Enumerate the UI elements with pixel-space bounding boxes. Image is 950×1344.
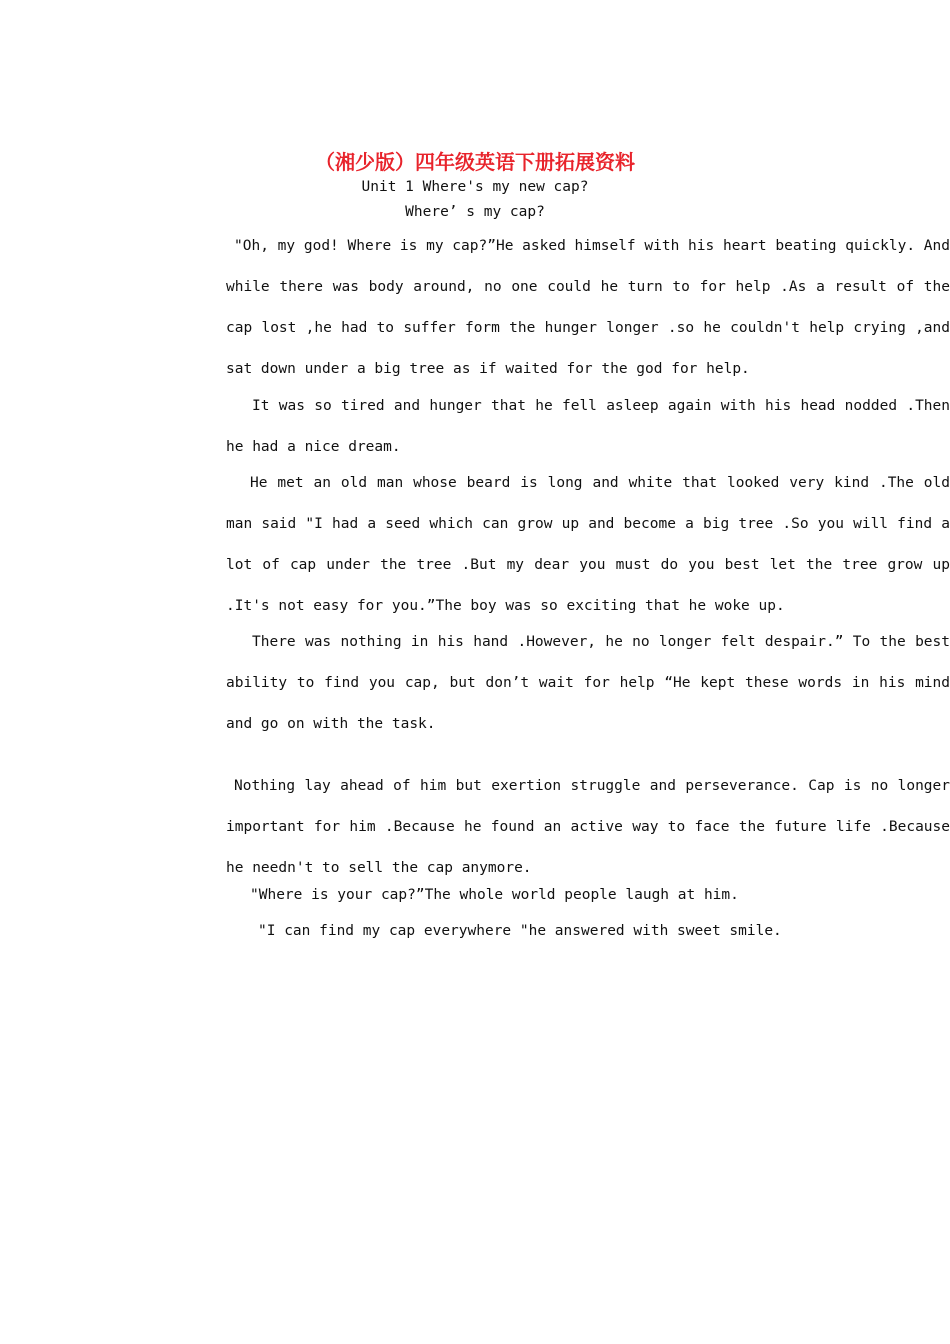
document-title: （湘少版）四年级英语下册拓展资料 xyxy=(315,150,635,174)
paragraph-7: "I can find my cap everywhere "he answered with sweet smile. xyxy=(258,923,782,939)
story-title: Where’ s my cap? xyxy=(405,204,545,220)
unit-heading: Unit 1 Where's my new cap? xyxy=(361,179,589,195)
paragraph-1: "Oh, my god! Where is my cap?”He asked himself with his heart beating quickly. And while there was body around, no one could he turn to for help .As a result of the cap lost ,he had to suffer form the hunger longer .so he couldn't help crying ,and sat down under a big tree as if waited for the god for help. xyxy=(226,238,950,377)
paragraph-6: "Where is your cap?”The whole world people laugh at him. xyxy=(250,887,739,903)
paragraph-3: He met an old man whose beard is long and white that looked very kind .The old man said "I had a seed which can grow up and become a big tree .So you will find a lot of cap under the tree .But my dear you must do you best let the tree grow up .It's not easy for you.”The boy was so exciting that he woke up. xyxy=(226,475,950,614)
paragraph-4: There was nothing in his hand .However, he no longer felt despair.” To the best ability to find you cap, but don’t wait for help “He kept these words in his mind and go on with the task. xyxy=(226,634,950,732)
paragraph-2: It was so tired and hunger that he fell asleep again with his head nodded .Then he had a nice dream. xyxy=(226,398,950,455)
paragraph-5: Nothing lay ahead of him but exertion struggle and perseverance. Cap is no longer important for him .Because he found an active way to face the future life .Because he needn't to sell the cap anymore. xyxy=(226,778,950,876)
